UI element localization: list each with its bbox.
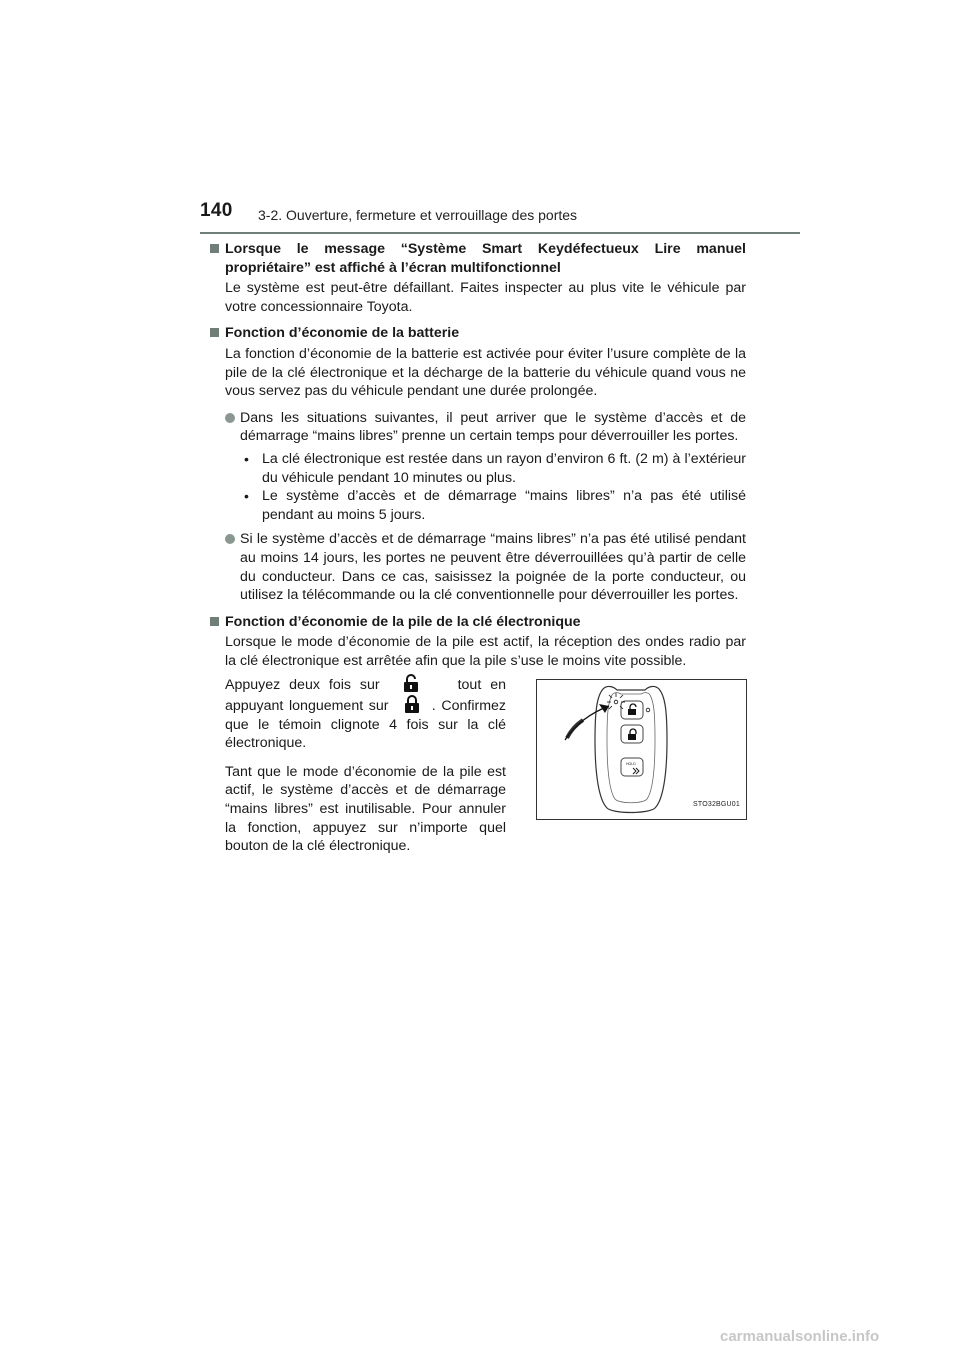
square-bullet-icon: [210, 244, 219, 253]
heading-text: Fonction d’économie de la pile de la clé électronique: [225, 613, 581, 630]
instruction-block: [225, 670, 746, 870]
sub-list: [210, 450, 746, 524]
header-rule: [200, 232, 800, 234]
heading-key-battery-saving: [210, 613, 746, 632]
sub-list-item-text: Le système d’accès et de démarrage “mains libres” n’a pas été utilisé pendant au moins 5 jours.: [262, 488, 746, 523]
paragraph: Le système est peut-être défaillant. Faites inspecter au plus vite le véhicule par votre concessionnaire Toyota.: [225, 280, 746, 315]
page-content: [210, 240, 746, 870]
page-number: 140: [200, 200, 233, 221]
sub-list-item-text: La clé électronique est restée dans un rayon d’environ 6 ft. (2 m) à l’extérieur du véhicule pendant 10 minutes ou plus.: [262, 450, 746, 486]
instruction-paragraph: [225, 674, 506, 752]
circle-bullet-icon: [225, 534, 235, 544]
key-illustration: [536, 679, 747, 820]
note-paragraph: Tant que le mode d’économie de la pile est actif, le système d’accès et de démarrage “mains libres” est inutilisable. Pour annuler la fonction, appuyez sur n’importe quel bouton de la clé électronique.: [225, 763, 506, 855]
section-title: 3-2. Ouverture, fermeture et verrouillage des portes: [258, 207, 578, 223]
lock-icon: [404, 695, 420, 713]
list-item-text: Dans les situations suivantes, il peut arriver que le système d’accès et de démarrage “mains libres” prenne un certain temps pour déverrouiller les portes.: [240, 409, 746, 445]
instruction-part: Appuyez deux fois sur: [225, 677, 380, 694]
heading-smart-key-message: [210, 240, 746, 277]
heading-battery-saving: [210, 324, 746, 343]
list-item: [225, 530, 746, 604]
sub-list-item: [240, 487, 746, 524]
figure-code: STO32BGU01: [692, 800, 740, 808]
instruction-part: tout en appuyant longuement sur: [225, 677, 506, 715]
sub-list-item: [240, 450, 746, 487]
instruction-text: [225, 674, 506, 865]
heading-text: Lorsque le message “Système Smart Keydéfectueux Lire manuel propriétaire” est affiché à l’écran multifonctionnel: [225, 241, 746, 276]
square-bullet-icon: [210, 617, 219, 626]
heading-text: Fonction d’économie de la batterie: [225, 325, 460, 342]
instruction-part: . Confirmez que le témoin clignote 4 fois sur la clé électronique.: [225, 698, 506, 752]
circle-bullet-icon: [225, 413, 235, 423]
dot-bullet-icon: •: [244, 450, 249, 467]
watermark: carmanualsonline.info: [720, 1328, 880, 1345]
list-item: [225, 409, 746, 446]
hold-label: HOLD: [626, 762, 636, 767]
paragraph: Lorsque le mode d’économie de la pile est actif, la réception des ondes radio par la clé électronique est arrêtée afin que la pile s’use le moins vite possible.: [225, 634, 746, 669]
square-bullet-icon: [210, 328, 219, 337]
dot-bullet-icon: •: [244, 488, 249, 505]
paragraph: La fonction d’économie de la batterie est activée pour éviter l’usure complète de la pile de la clé électronique et la décharge de la batterie du véhicule quand vous ne vous servez pas du véhicule pendant une durée prolongée.: [225, 345, 746, 400]
unlock-icon: [403, 674, 419, 692]
list-item-text: Si le système d’accès et de démarrage “mains libres” n’a pas été utilisé pendant au moins 14 jours, les portes ne peuvent être déverrouillées qu’à partir de celle du conducteur. Dans ce cas, saisissez la poignée de la porte conducteur, ou utilisez la télécommande ou la clé conventionnelle pour déverrouiller les portes.: [240, 531, 746, 604]
